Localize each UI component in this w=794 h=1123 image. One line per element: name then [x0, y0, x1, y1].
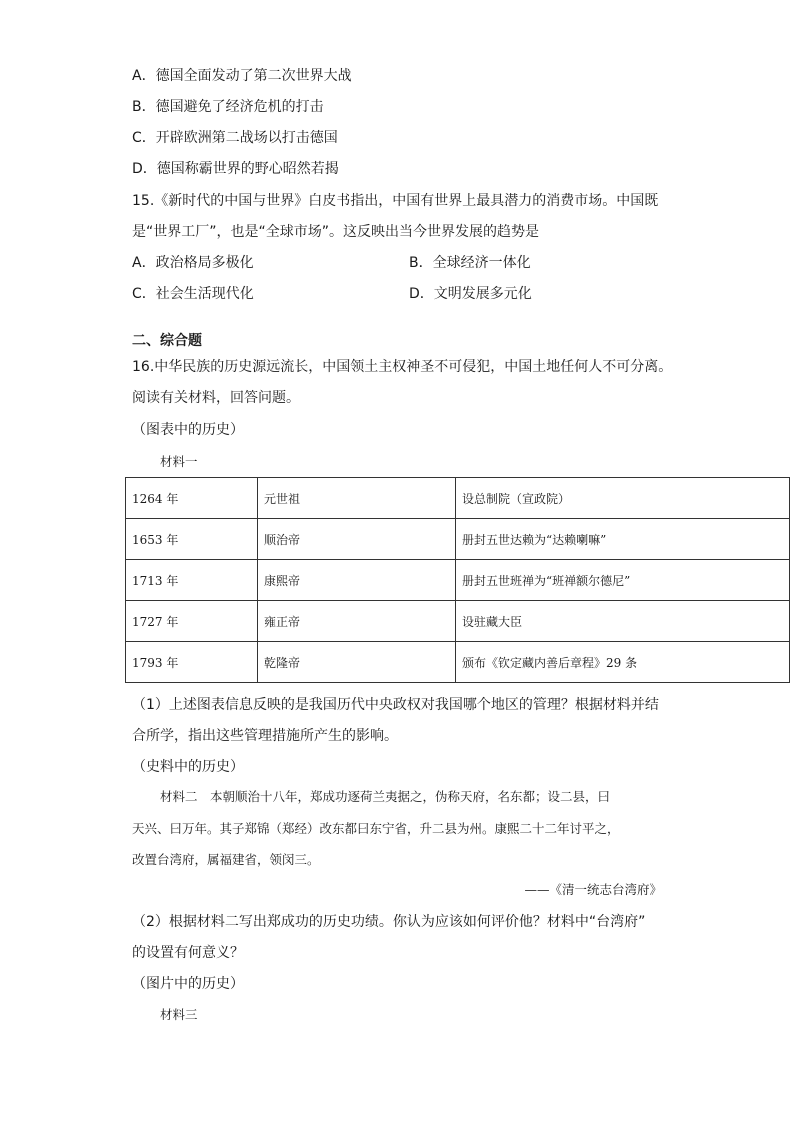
- table-cell-measure: 设总制院（宣政院）: [456, 478, 790, 519]
- material2-line2: 天兴、曰万年。其子郑锦（郑经）改东都曰东宁省，升二县为州。康熙二十二年讨平之，: [132, 821, 620, 836]
- q15-option-c: C．社会生活现代化: [132, 286, 254, 302]
- q15-option-a: A．政治格局多极化: [132, 255, 254, 271]
- table-cell-ruler: 顺治帝: [258, 519, 456, 560]
- table-cell-ruler: 康熙帝: [258, 560, 456, 601]
- table-cell-ruler: 元世祖: [258, 478, 456, 519]
- q15-stem-line1: 15.《新时代的中国与世界》白皮书指出，中国有世界上最具潜力的消费市场。中国既: [132, 193, 659, 209]
- q14-option-c: C．开辟欧洲第二战场以打击德国: [132, 130, 338, 146]
- q15-option-d: D．文明发展多元化: [409, 286, 532, 302]
- table-cell-year: 1727 年: [126, 601, 258, 642]
- sub3-title: （图片中的历史）: [132, 976, 244, 992]
- section-title: 二、综合题: [132, 333, 202, 349]
- q14-option-a: A．德国全面发动了第二次世界大战: [132, 68, 352, 84]
- material3-label: 材料三: [160, 1007, 198, 1022]
- material2-line1: 材料二 本朝顺治十八年，郑成功逐荷兰夷据之，伪称天府，名东都；设二县，曰: [160, 789, 611, 804]
- sub1-title: （图表中的历史）: [132, 422, 244, 438]
- q16-question1-line1: （1）上述图表信息反映的是我国历代中央政权对我国哪个地区的管理？根据材料并结: [132, 697, 659, 713]
- table-cell-ruler: 乾隆帝: [258, 642, 456, 683]
- table-row: [126, 560, 790, 601]
- table-cell-measure: 颁布《钦定藏内善后章程》29 条: [456, 642, 790, 683]
- table-row: [126, 478, 790, 519]
- q16-stem-line1: 16.中华民族的历史源远流长，中国领土主权神圣不可侵犯，中国土地任何人不可分离。: [132, 359, 673, 375]
- table-cell-ruler: 雍正帝: [258, 601, 456, 642]
- q14-option-b: B．德国避免了经济危机的打击: [132, 99, 324, 115]
- q14-option-d: D．德国称霸世界的野心昭然若揭: [132, 161, 339, 177]
- table-row: [126, 519, 790, 560]
- q15-option-b: B．全球经济一体化: [409, 255, 531, 271]
- table-cell-year: 1264 年: [126, 478, 258, 519]
- q16-question2-line1: （2）根据材料二写出郑成功的历史功绩。你认为应该如何评价他？材料中“台湾府”: [132, 914, 646, 930]
- history-table: [125, 477, 790, 683]
- q16-stem-line2: 阅读有关材料，回答问题。: [132, 390, 300, 406]
- table-row: [126, 601, 790, 642]
- q15-stem-line2: 是“世界工厂”，也是“全球市场”。这反映出当今世界发展的趋势是: [132, 224, 540, 240]
- table-cell-year: 1793 年: [126, 642, 258, 683]
- table-cell-measure: 册封五世达赖为“达赖喇嘛”: [456, 519, 790, 560]
- table-cell-measure: 册封五世班禅为“班禅额尔德尼”: [456, 560, 790, 601]
- table-cell-measure: 设驻藏大臣: [456, 601, 790, 642]
- table-cell-year: 1653 年: [126, 519, 258, 560]
- table-row: [126, 642, 790, 683]
- q16-question1-line2: 合所学，指出这些管理措施所产生的影响。: [132, 728, 398, 744]
- material1-label: 材料一: [160, 454, 198, 469]
- q16-question2-line2: 的设置有何意义？: [132, 945, 244, 961]
- table-cell-year: 1713 年: [126, 560, 258, 601]
- material2-source: ——《清一统志台湾府》: [524, 882, 662, 897]
- sub2-title: （史料中的历史）: [132, 759, 244, 775]
- material2-line3: 改置台湾府，属福建省，领闵三。: [132, 852, 320, 867]
